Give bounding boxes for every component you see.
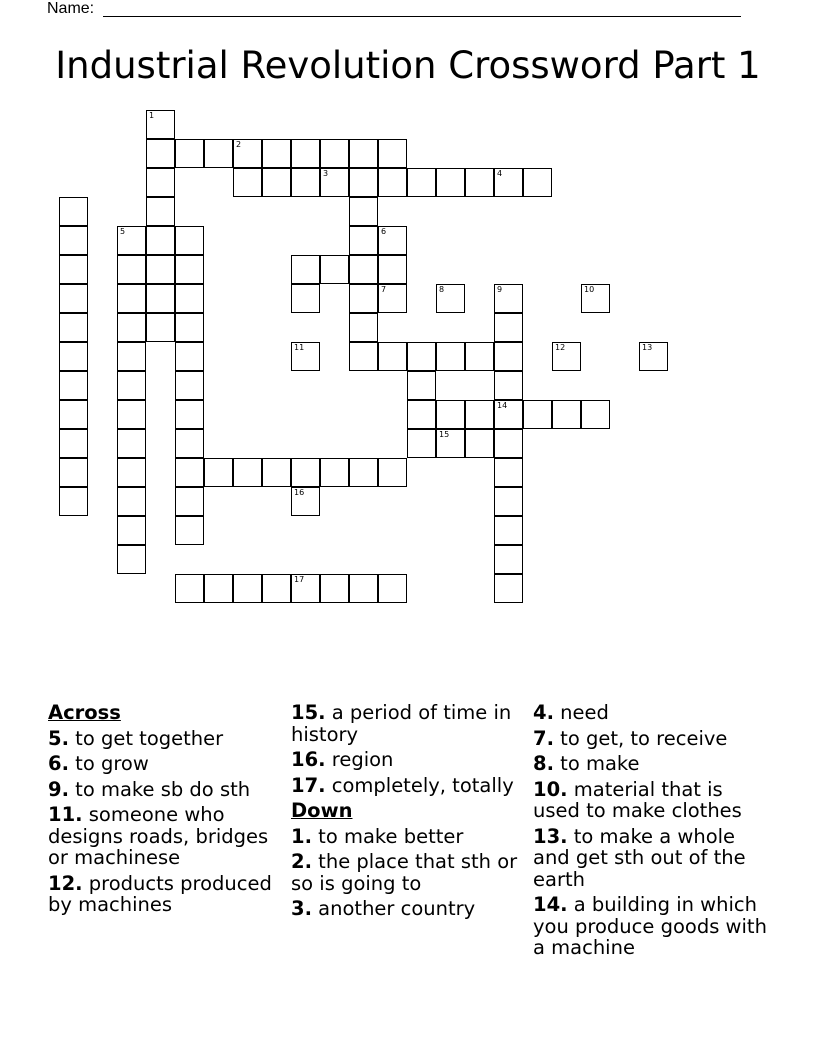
clue-number-label: 16: [294, 488, 305, 497]
clue-number-label: 13: [642, 343, 653, 352]
clue-item: [533, 826, 773, 891]
grid-cell[interactable]: [59, 371, 88, 400]
grid-cell[interactable]: [523, 400, 552, 429]
grid-cell[interactable]: [291, 342, 320, 371]
clue-text: region: [325, 748, 394, 771]
grid-cell[interactable]: [146, 197, 175, 226]
grid-cell[interactable]: [465, 429, 494, 458]
clue-item: [291, 775, 526, 797]
grid-cell[interactable]: [349, 458, 378, 487]
grid-cell[interactable]: [262, 168, 291, 197]
clue-number-label: 14: [497, 401, 508, 410]
grid-cell[interactable]: [436, 284, 465, 313]
clue-number-label: 7: [381, 285, 387, 294]
grid-cell[interactable]: [262, 574, 291, 603]
grid-cell[interactable]: [117, 545, 146, 574]
grid-cell[interactable]: [146, 110, 175, 139]
grid-cell[interactable]: [523, 168, 552, 197]
grid-cell[interactable]: [233, 139, 262, 168]
clue-number: 7.: [533, 726, 554, 750]
grid-cell[interactable]: [204, 139, 233, 168]
grid-cell[interactable]: [175, 255, 204, 284]
grid-cell[interactable]: [59, 429, 88, 458]
grid-cell[interactable]: [378, 168, 407, 197]
grid-cell[interactable]: [117, 458, 146, 487]
grid-cell[interactable]: [175, 400, 204, 429]
grid-cell[interactable]: [175, 371, 204, 400]
grid-cell[interactable]: [349, 139, 378, 168]
grid-cell[interactable]: [378, 226, 407, 255]
clue-number-label: 9: [497, 285, 503, 294]
clue-text: products produced by machines: [48, 871, 272, 916]
grid-cell[interactable]: [117, 487, 146, 516]
grid-cell[interactable]: [204, 458, 233, 487]
grid-cell[interactable]: [349, 574, 378, 603]
grid-cell[interactable]: [378, 139, 407, 168]
grid-cell[interactable]: [407, 371, 436, 400]
grid-cell[interactable]: [59, 255, 88, 284]
clue-number: 14.: [533, 893, 568, 916]
grid-cell[interactable]: [59, 197, 88, 226]
grid-cell[interactable]: [494, 342, 523, 371]
clue-text: need: [553, 701, 609, 724]
clue-item: [48, 779, 283, 801]
grid-cell[interactable]: [494, 487, 523, 516]
grid-cell[interactable]: [407, 342, 436, 371]
clue-text: material that is used to make clothes: [533, 777, 742, 822]
grid-cell[interactable]: [494, 168, 523, 197]
clue-text: the place that sth or so is going to: [291, 850, 518, 895]
clue-item: [291, 749, 526, 771]
clue-number: 11.: [48, 803, 83, 826]
clue-item: [533, 894, 773, 959]
clue-number: 16.: [291, 748, 326, 771]
grid-cell[interactable]: [233, 574, 262, 603]
grid-cell[interactable]: [378, 284, 407, 313]
clue-column-3: [533, 702, 773, 963]
clue-number: 8.: [533, 752, 554, 775]
grid-cell[interactable]: [436, 429, 465, 458]
grid-cell[interactable]: [59, 342, 88, 371]
clue-number-label: 15: [439, 430, 450, 439]
clue-text: to get, to receive: [553, 726, 728, 750]
grid-cell[interactable]: [262, 139, 291, 168]
grid-cell[interactable]: [349, 284, 378, 313]
grid-cell[interactable]: [436, 168, 465, 197]
clue-item: [291, 898, 526, 920]
grid-cell[interactable]: [378, 574, 407, 603]
grid-cell[interactable]: [378, 458, 407, 487]
clue-section-heading: Across: [48, 701, 121, 724]
grid-cell[interactable]: [175, 429, 204, 458]
grid-cell[interactable]: [59, 458, 88, 487]
grid-cell[interactable]: [175, 458, 204, 487]
clue-item: [48, 873, 283, 916]
clue-item: [48, 753, 283, 775]
clue-number-label: 11: [294, 343, 305, 352]
grid-cell[interactable]: [117, 400, 146, 429]
clue-number: 2.: [291, 850, 312, 873]
grid-cell[interactable]: [378, 255, 407, 284]
grid-cell[interactable]: [436, 400, 465, 429]
clue-text: to make a whole and get sth out of the earth: [533, 824, 746, 891]
grid-cell[interactable]: [117, 371, 146, 400]
clue-number-label: 2: [236, 140, 242, 149]
clue-text: a period of time in history: [291, 701, 512, 746]
grid-cell[interactable]: [349, 197, 378, 226]
grid-cell[interactable]: [320, 255, 349, 284]
grid-cell[interactable]: [494, 371, 523, 400]
clue-number: 13.: [533, 824, 568, 848]
grid-cell[interactable]: [59, 313, 88, 342]
clue-item: [291, 826, 526, 848]
grid-cell[interactable]: [552, 342, 581, 371]
grid-cell[interactable]: [291, 255, 320, 284]
clue-number-label: 10: [584, 285, 595, 294]
clue-number-label: 5: [120, 227, 126, 236]
grid-cell[interactable]: [349, 342, 378, 371]
clue-number: 1.: [291, 824, 312, 848]
grid-cell[interactable]: [175, 487, 204, 516]
clue-number-label: 12: [555, 343, 566, 352]
grid-cell[interactable]: [407, 429, 436, 458]
grid-cell[interactable]: [59, 226, 88, 255]
grid-cell[interactable]: [494, 458, 523, 487]
grid-cell[interactable]: [291, 168, 320, 197]
grid-cell[interactable]: [146, 226, 175, 255]
clue-number-label: 6: [381, 227, 387, 236]
grid-cell[interactable]: [291, 487, 320, 516]
clue-number: 5.: [48, 726, 69, 750]
grid-cell[interactable]: [175, 342, 204, 371]
grid-cell[interactable]: [465, 342, 494, 371]
grid-cell[interactable]: [146, 313, 175, 342]
clue-text: completely, totally: [325, 773, 514, 797]
clue-item: [291, 702, 526, 745]
grid-cell[interactable]: [552, 400, 581, 429]
clue-text: to make sb do sth: [68, 777, 251, 801]
grid-cell[interactable]: [349, 255, 378, 284]
clue-number: 15.: [291, 701, 326, 724]
grid-cell[interactable]: [494, 516, 523, 545]
grid-cell[interactable]: [494, 574, 523, 603]
clue-number: 6.: [48, 752, 69, 775]
grid-cell[interactable]: [262, 458, 291, 487]
clue-number: 9.: [48, 777, 69, 801]
clue-number-label: 1: [149, 111, 155, 120]
grid-cell[interactable]: [59, 487, 88, 516]
clue-text: to make better: [311, 824, 464, 848]
clue-text: another country: [311, 897, 476, 920]
clue-number: 4.: [533, 701, 554, 724]
clue-number: 10.: [533, 777, 568, 801]
clue-column-2: [291, 702, 526, 924]
grid-cell[interactable]: [175, 226, 204, 255]
clue-text: someone who designs roads, bridges or machinese: [48, 803, 269, 869]
grid-cell[interactable]: [378, 342, 407, 371]
grid-cell[interactable]: [204, 574, 233, 603]
grid-cell[interactable]: [146, 255, 175, 284]
clue-number: 12.: [48, 871, 83, 895]
clue-number-label: 8: [439, 285, 445, 294]
clue-number-label: 4: [497, 169, 503, 178]
name-label: Name:: [47, 0, 95, 17]
clue-item: [533, 702, 773, 724]
grid-cell[interactable]: [494, 400, 523, 429]
clue-number: 3.: [291, 897, 312, 920]
grid-cell[interactable]: [117, 313, 146, 342]
grid-cell[interactable]: [465, 168, 494, 197]
grid-cell[interactable]: [320, 168, 349, 197]
grid-cell[interactable]: [407, 400, 436, 429]
clue-text: to grow: [68, 752, 149, 775]
clue-text: a building in which you produce goods with a machine: [533, 893, 767, 959]
grid-cell[interactable]: [117, 429, 146, 458]
grid-cell[interactable]: [407, 168, 436, 197]
grid-cell[interactable]: [117, 255, 146, 284]
grid-cell[interactable]: [117, 342, 146, 371]
grid-cell[interactable]: [639, 342, 668, 371]
clue-item: [533, 779, 773, 822]
grid-cell[interactable]: [291, 458, 320, 487]
grid-cell[interactable]: [146, 284, 175, 313]
clue-column-1: [48, 702, 283, 920]
clue-item: [48, 728, 283, 750]
grid-cell[interactable]: [291, 574, 320, 603]
grid-cell[interactable]: [146, 168, 175, 197]
page-title: Industrial Revolution Crossword Part 1: [55, 44, 761, 87]
grid-cell[interactable]: [581, 400, 610, 429]
clue-text: to get together: [68, 726, 224, 750]
clue-item: [291, 851, 526, 894]
clue-number: 17.: [291, 773, 326, 797]
grid-cell[interactable]: [233, 168, 262, 197]
grid-cell[interactable]: [291, 139, 320, 168]
clue-item: [48, 804, 283, 869]
grid-cell[interactable]: [146, 139, 175, 168]
grid-cell[interactable]: [117, 284, 146, 313]
grid-cell[interactable]: [494, 429, 523, 458]
grid-cell[interactable]: [117, 516, 146, 545]
grid-cell[interactable]: [494, 313, 523, 342]
clue-number-label: 17: [294, 575, 305, 584]
clue-item: [533, 753, 773, 775]
grid-cell[interactable]: [465, 400, 494, 429]
grid-cell[interactable]: [349, 313, 378, 342]
grid-cell[interactable]: [320, 574, 349, 603]
grid-cell[interactable]: [320, 458, 349, 487]
grid-cell[interactable]: [494, 545, 523, 574]
grid-cell[interactable]: [59, 400, 88, 429]
grid-cell[interactable]: [349, 168, 378, 197]
grid-cell[interactable]: [494, 284, 523, 313]
clue-text: to make: [553, 752, 640, 775]
grid-cell[interactable]: [117, 226, 146, 255]
grid-cell[interactable]: [175, 139, 204, 168]
clue-number-label: 3: [323, 169, 329, 178]
grid-cell[interactable]: [233, 458, 262, 487]
clue-item: [533, 728, 773, 750]
grid-cell[interactable]: [175, 313, 204, 342]
grid-cell[interactable]: [320, 139, 349, 168]
clue-section-heading: Down: [291, 799, 353, 822]
grid-cell[interactable]: [59, 284, 88, 313]
grid-cell[interactable]: [175, 574, 204, 603]
grid-cell[interactable]: [349, 226, 378, 255]
grid-cell[interactable]: [581, 284, 610, 313]
grid-cell[interactable]: [436, 342, 465, 371]
grid-cell[interactable]: [175, 516, 204, 545]
grid-cell[interactable]: [291, 284, 320, 313]
grid-cell[interactable]: [175, 284, 204, 313]
